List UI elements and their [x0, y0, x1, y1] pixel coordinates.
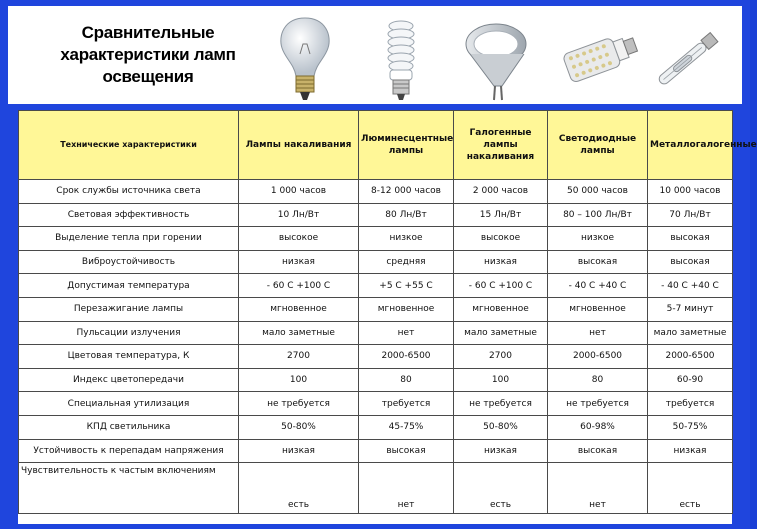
- table-cell: требуется: [648, 392, 733, 416]
- fluorescent-spiral-bulb-icon: [376, 14, 426, 104]
- table-row: [19, 463, 733, 514]
- table-cell: 5-7 минут: [648, 297, 733, 321]
- table-cell: +5 С +55 С: [359, 274, 454, 298]
- table-cell: 2000-6500: [648, 345, 733, 369]
- table-cell: 2700: [454, 345, 548, 369]
- led-corn-lamp-icon: [556, 14, 646, 104]
- table-cell: 100: [239, 368, 359, 392]
- table-cell: высокое: [454, 227, 548, 251]
- comparison-table-panel: [18, 110, 757, 524]
- table-cell: 10 Лн/Вт: [239, 203, 359, 227]
- table-cell: - 40 С +40 С: [548, 274, 648, 298]
- table-cell: - 40 С +40 С: [648, 274, 733, 298]
- table-row: [19, 345, 733, 369]
- table-cell: - 60 С +100 С: [454, 274, 548, 298]
- row-label: Световая эффективность: [19, 203, 239, 227]
- table-row: [19, 203, 733, 227]
- row-label: Виброустойчивость: [19, 250, 239, 274]
- table-cell: 2000-6500: [548, 345, 648, 369]
- table-cell: высокая: [648, 227, 733, 251]
- column-header-characteristics: Технические характеристики: [19, 111, 239, 180]
- table-row: [19, 368, 733, 392]
- row-label: Цветовая температура, К: [19, 345, 239, 369]
- table-cell: 10 000 часов: [648, 180, 733, 204]
- column-header-halogen: Галогенные лампы накаливания: [454, 111, 548, 180]
- table-cell: нет: [359, 321, 454, 345]
- table-cell: мгновенное: [454, 297, 548, 321]
- row-label: Выделение тепла при горении: [19, 227, 239, 251]
- table-cell: 50-80%: [454, 415, 548, 439]
- table-cell: не требуется: [454, 392, 548, 416]
- row-label: Срок службы источника света: [19, 180, 239, 204]
- table-cell: высокое: [239, 227, 359, 251]
- table-row: [19, 227, 733, 251]
- table-header-row: [19, 111, 733, 180]
- table-row: [19, 297, 733, 321]
- table-cell: 50-80%: [239, 415, 359, 439]
- table-row: [19, 274, 733, 298]
- table-cell: есть: [454, 463, 548, 514]
- table-row: [19, 392, 733, 416]
- table-cell: 50-75%: [648, 415, 733, 439]
- table-cell: мгновенное: [239, 297, 359, 321]
- halogen-reflector-lamp-icon: [458, 14, 538, 104]
- table-cell: низкая: [239, 250, 359, 274]
- table-cell: 70 Лн/Вт: [648, 203, 733, 227]
- row-label: Допустимая температура: [19, 274, 239, 298]
- column-header-incandescent: Лампы накаливания: [239, 111, 359, 180]
- table-cell: 80: [548, 368, 648, 392]
- table-cell: 2 000 часов: [454, 180, 548, 204]
- table-row: [19, 415, 733, 439]
- table-cell: мгновенное: [359, 297, 454, 321]
- row-label: Специальная утилизация: [19, 392, 239, 416]
- row-label: Чувствительность к частым включениям: [19, 463, 239, 514]
- table-cell: 60-98%: [548, 415, 648, 439]
- table-cell: требуется: [359, 392, 454, 416]
- table-cell: 45-75%: [359, 415, 454, 439]
- row-label: Перезажигание лампы: [19, 297, 239, 321]
- column-header-fluorescent: Люминесцентные лампы: [359, 111, 454, 180]
- table-cell: нет: [359, 463, 454, 514]
- table-cell: 1 000 часов: [239, 180, 359, 204]
- column-header-led: Светодиодные лампы: [548, 111, 648, 180]
- table-cell: нет: [548, 463, 648, 514]
- table-cell: мало заметные: [648, 321, 733, 345]
- table-cell: высокая: [359, 439, 454, 463]
- row-label: Пульсации излучения: [19, 321, 239, 345]
- table-cell: низкая: [648, 439, 733, 463]
- table-cell: средняя: [359, 250, 454, 274]
- table-cell: высокая: [548, 439, 648, 463]
- row-label: Устойчивость к перепадам напряжения: [19, 439, 239, 463]
- table-row: [19, 321, 733, 345]
- table-cell: 100: [454, 368, 548, 392]
- table-cell: низкое: [359, 227, 454, 251]
- table-cell: низкое: [548, 227, 648, 251]
- table-cell: есть: [648, 463, 733, 514]
- incandescent-bulb-icon: [270, 14, 340, 104]
- table-cell: 8-12 000 часов: [359, 180, 454, 204]
- table-cell: не требуется: [239, 392, 359, 416]
- table-cell: низкая: [454, 439, 548, 463]
- table-cell: 2700: [239, 345, 359, 369]
- column-header-metal-halide: Металлогалогенные: [648, 111, 733, 180]
- row-label: КПД светильника: [19, 415, 239, 439]
- table-cell: мгновенное: [548, 297, 648, 321]
- page-title: Сравнительные характеристики ламп освещения: [60, 23, 236, 86]
- table-row: [19, 439, 733, 463]
- table-cell: 80: [359, 368, 454, 392]
- table-cell: 50 000 часов: [548, 180, 648, 204]
- table-cell: 15 Лн/Вт: [454, 203, 548, 227]
- table-row: [19, 250, 733, 274]
- table-cell: высокая: [648, 250, 733, 274]
- metal-halide-lamp-icon: [648, 14, 728, 104]
- table-cell: высокая: [548, 250, 648, 274]
- table-cell: низкая: [454, 250, 548, 274]
- header-panel: [8, 6, 742, 104]
- row-label: Индекс цветопередачи: [19, 368, 239, 392]
- table-cell: мало заметные: [239, 321, 359, 345]
- table-row: [19, 180, 733, 204]
- table-cell: нет: [548, 321, 648, 345]
- table-cell: 2000-6500: [359, 345, 454, 369]
- table-cell: 80 Лн/Вт: [359, 203, 454, 227]
- table-cell: - 60 С +100 С: [239, 274, 359, 298]
- table-cell: 80 – 100 Лн/Вт: [548, 203, 648, 227]
- table-cell: есть: [239, 463, 359, 514]
- table-cell: 60-90: [648, 368, 733, 392]
- comparison-table: [18, 110, 757, 514]
- table-cell: не требуется: [548, 392, 648, 416]
- table-cell: мало заметные: [454, 321, 548, 345]
- table-cell: низкая: [239, 439, 359, 463]
